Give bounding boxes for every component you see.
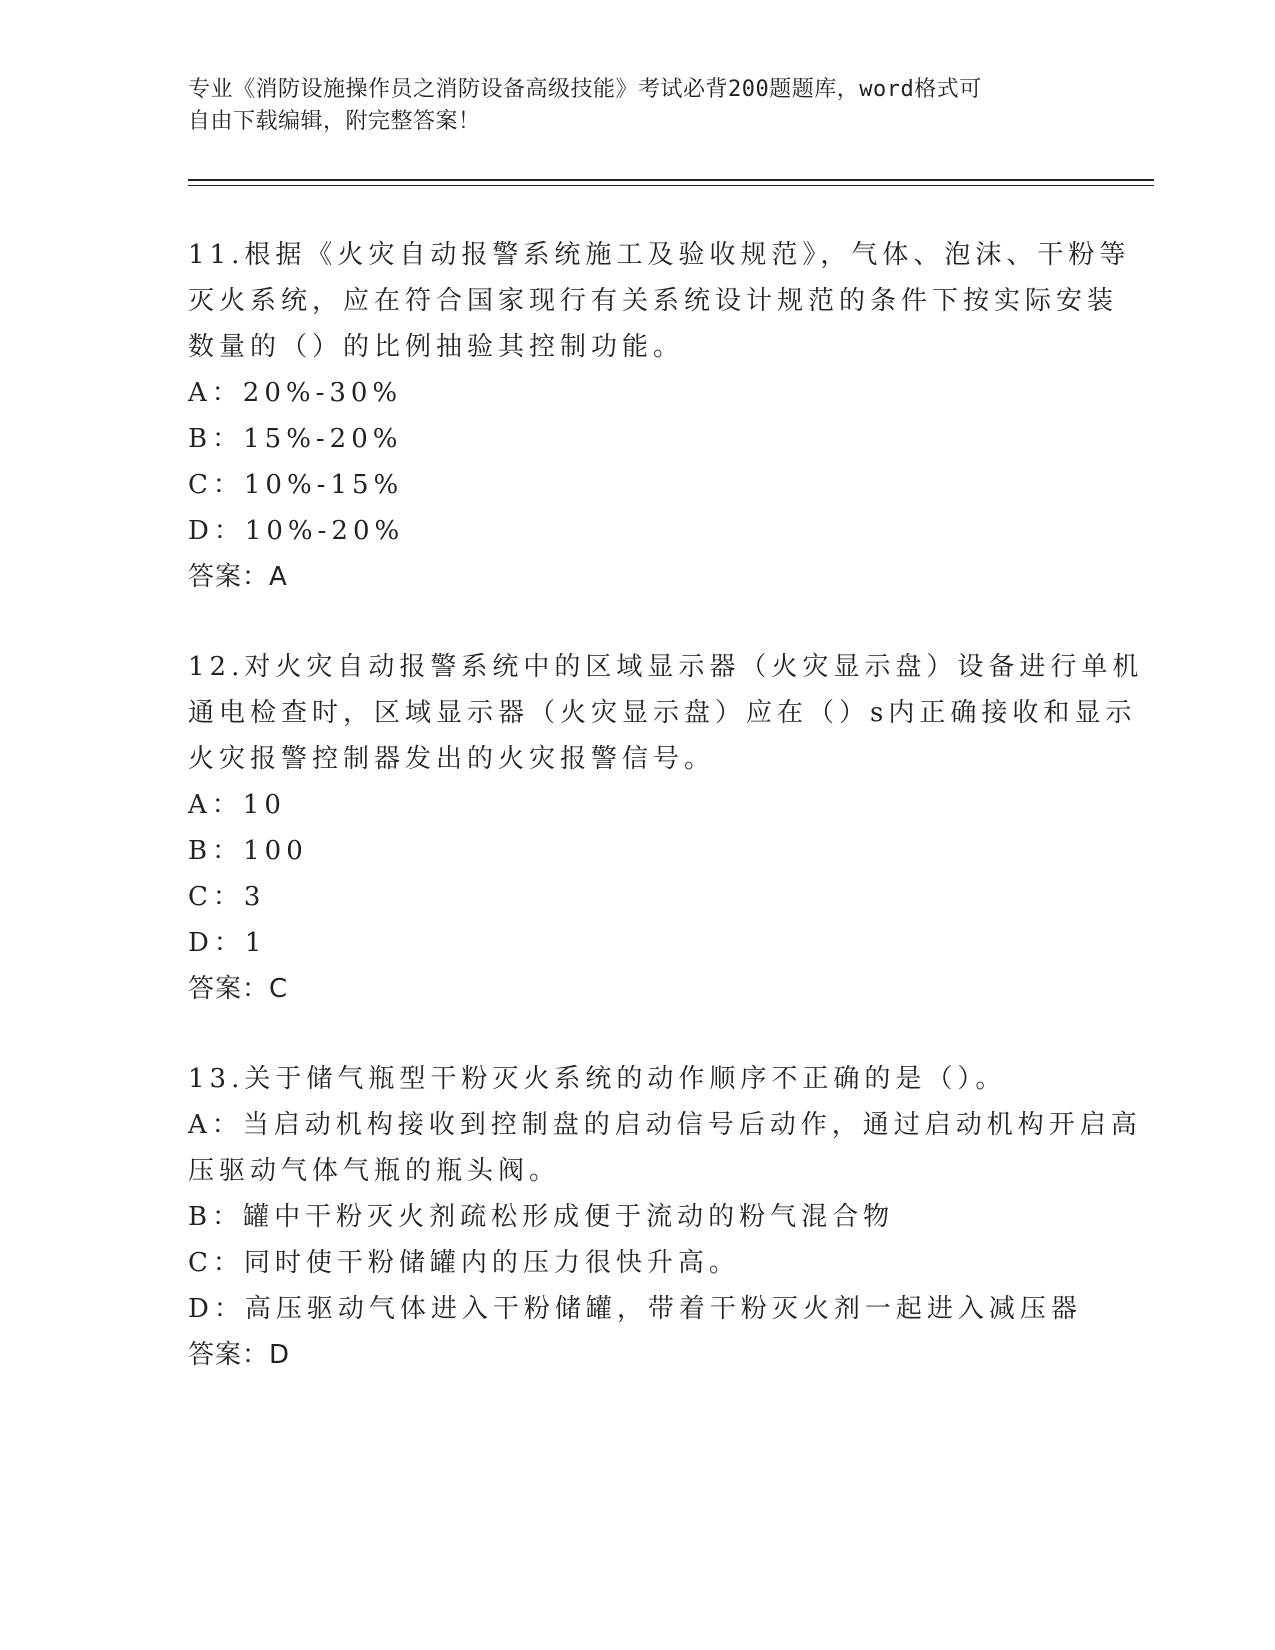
question-stem-line: 灭火系统，应在符合国家现行有关系统设计规范的条件下按实际安装 [188, 286, 1119, 316]
question-stem-line: 火灾报警控制器发出的火灾报警信号。 [188, 744, 716, 774]
option-c: C：同时使干粉储罐内的压力很快升高。 [188, 1248, 740, 1278]
option-d: D：10%-20% [188, 516, 405, 546]
answer-line: 答案：D [188, 1340, 291, 1370]
option-a: A：当启动机构接收到控制盘的启动信号后动作，通过启动机构开启高 [188, 1110, 1142, 1140]
answer-line: 答案：A [188, 562, 288, 592]
option-c: C：3 [188, 882, 266, 912]
option-b: B：100 [188, 836, 308, 866]
option-a: A：10 [188, 790, 286, 820]
question-12 [188, 644, 1144, 1012]
option-d: D：高压驱动气体进入干粉储罐，带着干粉灭火剂一起进入减压器 [188, 1294, 1082, 1324]
document-header [188, 74, 1088, 138]
answer-line: 答案：C [188, 974, 289, 1004]
option-c: C：10%-15% [188, 470, 404, 500]
question-stem-line: 12.对火灾自动报警系统中的区域显示器（火灾显示盘）设备进行单机 [188, 652, 1144, 682]
option-a: A：20%-30% [188, 378, 403, 408]
question-stem-line: 数量的（）的比例抽验其控制功能。 [188, 332, 685, 362]
header-line-1: 专业《消防设施操作员之消防设备高级技能》考试必背200题题库，word格式可 [188, 77, 982, 102]
option-d: D：1 [188, 928, 267, 958]
question-stem-line: 13.关于储气瓶型干粉灭火系统的动作顺序不正确的是（）。 [188, 1064, 1007, 1094]
option-b: B：15%-20% [188, 424, 403, 454]
option-a-continued: 压驱动气体气瓶的瓶头阀。 [188, 1156, 561, 1186]
question-11 [188, 232, 1131, 600]
header-rule-thick [188, 179, 1154, 181]
header-rule-thin [188, 185, 1154, 186]
question-13 [188, 1056, 1142, 1378]
question-stem-line: 11.根据《火灾自动报警系统施工及验收规范》，气体、泡沫、干粉等 [188, 240, 1131, 270]
header-line-2: 自由下载编辑，附完整答案！ [188, 109, 481, 134]
option-b: B：罐中干粉灭火剂疏松形成便于流动的粉气混合物 [188, 1202, 895, 1232]
question-stem-line: 通电检查时，区域显示器（火灾显示盘）应在（）s内正确接收和显示 [188, 698, 1137, 728]
